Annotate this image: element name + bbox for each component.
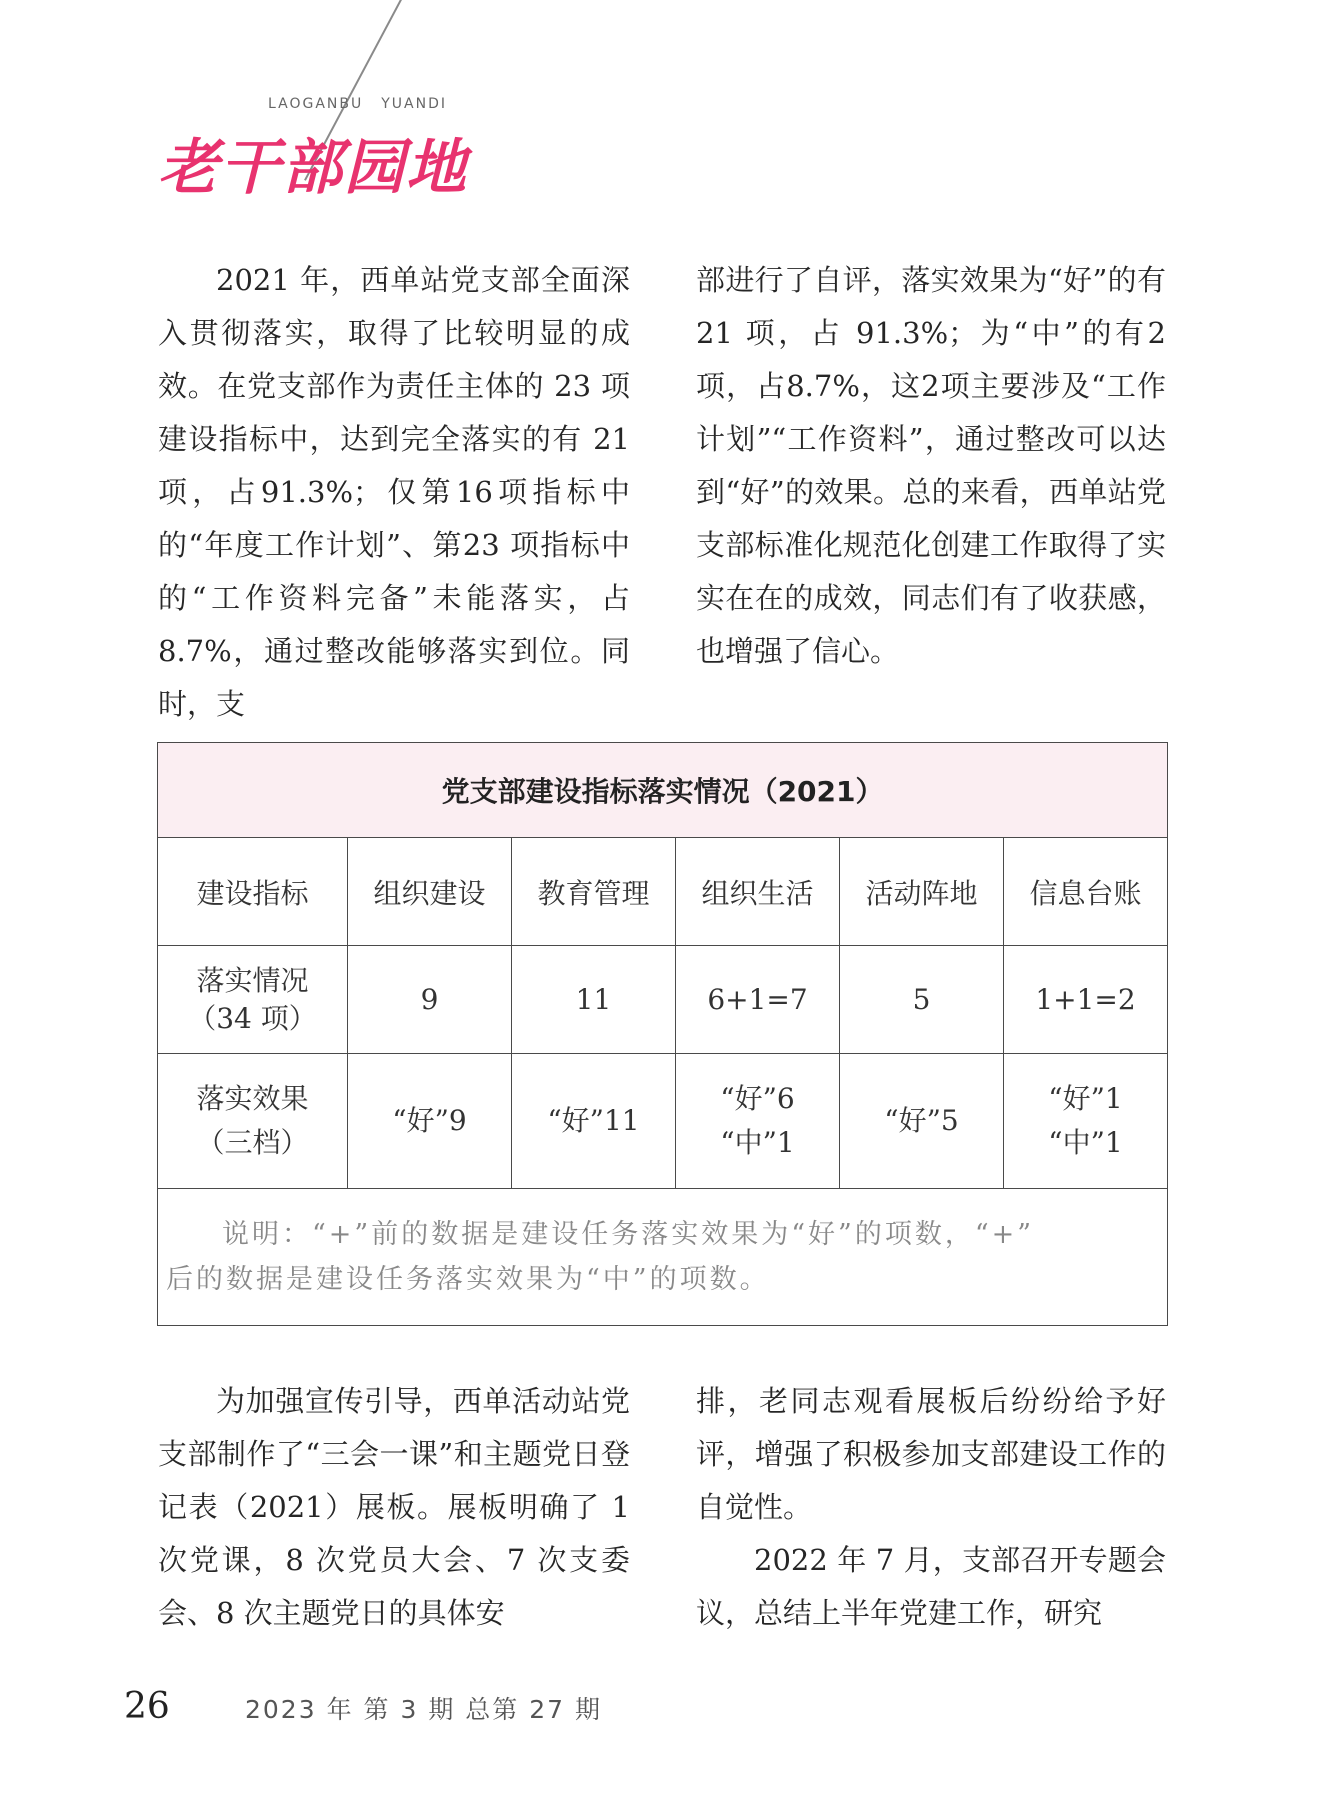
column-name-pinyin: [268, 96, 447, 112]
row-label: [158, 946, 348, 1054]
table-header-cell: 组织建设: [348, 838, 512, 946]
table-header-row: [158, 838, 1168, 946]
text-column-bottom-left: [158, 1375, 630, 1640]
row-label: [158, 1054, 348, 1189]
table-cell: 11: [512, 946, 676, 1054]
table-header-cell: 建设指标: [158, 838, 348, 946]
column-name-logo: 老干部园地: [158, 133, 468, 203]
text-column-bottom-right: [696, 1375, 1166, 1640]
text-column-top-left: [158, 254, 630, 731]
pinyin-word-1: LAOGANBU: [268, 96, 364, 112]
table-cell: “好”5: [840, 1054, 1004, 1189]
table-header-cell: 教育管理: [512, 838, 676, 946]
table-row: [158, 1054, 1168, 1189]
page-number: 26: [124, 1686, 170, 1727]
table-cell: [1004, 1054, 1168, 1189]
paragraph: 排，老同志观看展板后纷纷给予好评，增强了积极参加支部建设工作的自觉性。: [696, 1384, 1166, 1524]
table-cell: 1+1=2: [1004, 946, 1168, 1054]
table-header-cell: 组织生活: [676, 838, 840, 946]
cell-line: “中”1: [720, 1126, 795, 1159]
table-header-cell: 活动阵地: [840, 838, 1004, 946]
table-note: [158, 1189, 1168, 1326]
note-line: 后的数据是建设任务落实效果为“中”的项数。: [166, 1264, 770, 1295]
table-cell: 5: [840, 946, 1004, 1054]
table-cell: [676, 1054, 840, 1189]
table-title: 党支部建设指标落实情况（2021）: [158, 743, 1168, 838]
paragraph: 为加强宣传引导，西单活动站党支部制作了“三会一课”和主题党日登记表（2021）展板。展板明确了 1 次党课，8 次党员大会、7 次支委会、8 次主题党日的具体安: [158, 1384, 630, 1630]
note-line: 说明：“+”前的数据是建设任务落实效果为“好”的项数，“+”: [222, 1219, 1035, 1250]
pinyin-word-2: YUANDI: [381, 96, 447, 112]
table-cell: “好”9: [348, 1054, 512, 1189]
cell-line: “好”6: [720, 1082, 795, 1115]
row-label-line: 落实情况: [196, 963, 309, 997]
paragraph: 部进行了自评，落实效果为“好”的有 21 项，占 91.3%；为“中”的有2项，占8.7%，这2项主要涉及“工作计划”“工作资料”，通过整改可以达到“好”的效果。总的来看，西单站党支部标准化规范化创建工作取得了实实在在的成效，同志们有了收获感，也增强了信心。: [696, 263, 1166, 668]
row-label-line: （三档）: [196, 1126, 309, 1159]
paragraph: 2021 年，西单站党支部全面深入贯彻落实，取得了比较明显的成效。在党支部作为责任主体的 23 项建设指标中，达到完全落实的有 21 项，占91.3%；仅第16项指标中的“年度工作计划”、第23 项指标中的“工作资料完备”未能落实，占 8.7%，通过整改能够落实到位。同时，支: [158, 263, 630, 721]
cell-line: “中”1: [1048, 1126, 1123, 1159]
table-cell: 9: [348, 946, 512, 1054]
indicator-table: [157, 742, 1168, 1326]
text-column-top-right: [696, 254, 1166, 678]
table-cell: “好”11: [512, 1054, 676, 1189]
cell-line: “好”1: [1048, 1082, 1123, 1115]
table-row: [158, 946, 1168, 1054]
row-label-line: 落实效果: [196, 1082, 309, 1115]
table-cell: 6+1=7: [676, 946, 840, 1054]
row-label-line: （34 项）: [188, 1001, 317, 1035]
table-header-cell: 信息台账: [1004, 838, 1168, 946]
issue-info: 2023 年 第 3 期 总第 27 期: [245, 1695, 602, 1724]
paragraph: 2022 年 7 月，支部召开专题会议，总结上半年党建工作，研究: [696, 1543, 1166, 1630]
